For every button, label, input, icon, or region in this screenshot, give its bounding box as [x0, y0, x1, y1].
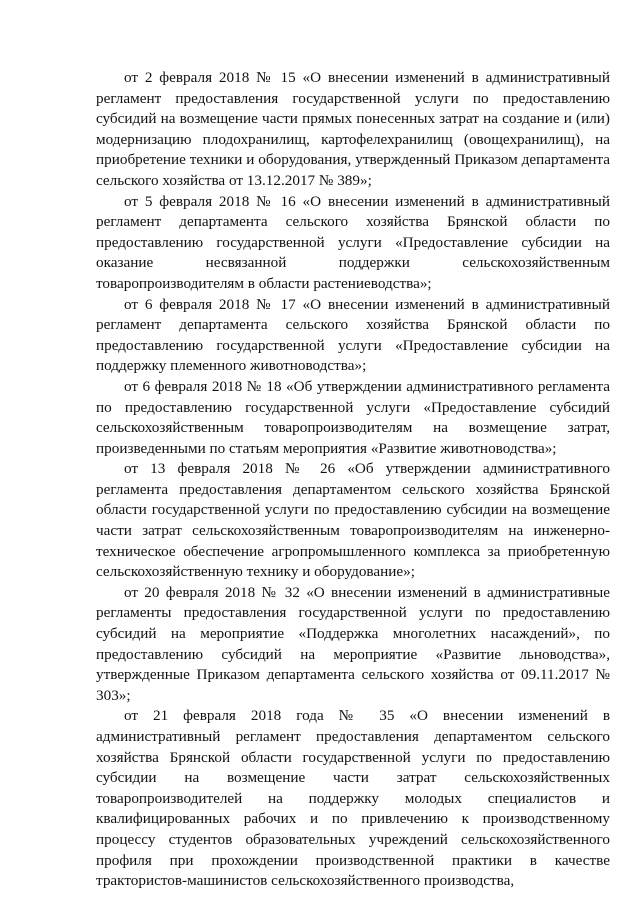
document-page: [96, 68, 610, 892]
document-paragraph-6: от 20 февраля 2018 № 32 «О внесении изменений в административные регламенты предоставления государственной услуги по предоставлению субсидий на мероприятие «Поддержка многолетних насаждений», по предоставлению субсидий на мероприятие «Развитие льноводства», утвержденные Приказом департамента сельского хозяйства от 09.11.2017 № 303»;: [96, 583, 610, 704]
document-paragraph-5: от 13 февраля 2018 № 26 «Об утверждении административного регламента предоставления департаментом сельского хозяйства Брянской области государственной услуги по предоставлению субсидии на возмещение части затрат сельскохозяйственным товаропроизводителям на инженерно-техническое обеспечение агропромышленного комплекса за приобретенную сельскохозяйственную технику и оборудование»;: [96, 460, 610, 581]
document-paragraph-1: от 2 февраля 2018 № 15 «О внесении изменений в административный регламент предоставления государственной услуги по предоставлению субсидий на возмещение части прямых понесенных затрат на создание и (или) модернизацию плодохранилищ, картофелехранилищ (овощехранилищ), на приобретение техники и оборудования, утвержденный Приказом департамента сельского хозяйства от 13.12.2017 № 389»;: [96, 69, 610, 189]
document-paragraph-7: от 21 февраля 2018 года № 35 «О внесении изменений в административный регламент предоставления департаментом сельского хозяйства Брянской области государственной услуги по предоставлению субсидии на возмещение части затрат сельскохозяйственных товаропроизводителей на поддержку молодых специалистов и квалифицированных рабочих и по привлечению к производственному процессу студентов образовательных учреждений сельскохозяйственного профиля при прохождении производственной практики в качестве трактористов-машинистов сельскохозяйственного производства,: [96, 707, 610, 890]
document-paragraph-3: от 6 февраля 2018 № 17 «О внесении изменений в административный регламент департамента сельского хозяйства Брянской области по предоставлению государственной услуги «Предоставление субсидии на поддержку племенного животноводства»;: [96, 295, 610, 375]
document-paragraph-4: от 6 февраля 2018 № 18 «Об утверждении административного регламента по предоставлению государственной услуги «Предоставление субсидий сельскохозяйственным товаропроизводителям на возмещение затрат, произведенными по статьям мероприятия «Развитие животноводства»;: [96, 377, 610, 457]
document-paragraph-2: от 5 февраля 2018 № 16 «О внесении изменений в административный регламент департамента сельского хозяйства Брянской области по предоставлению государственной услуги «Предоставление субсидии на оказание несвязанной поддержки сельскохозяйственным товаропроизводителям в области растениеводства»;: [96, 192, 610, 292]
